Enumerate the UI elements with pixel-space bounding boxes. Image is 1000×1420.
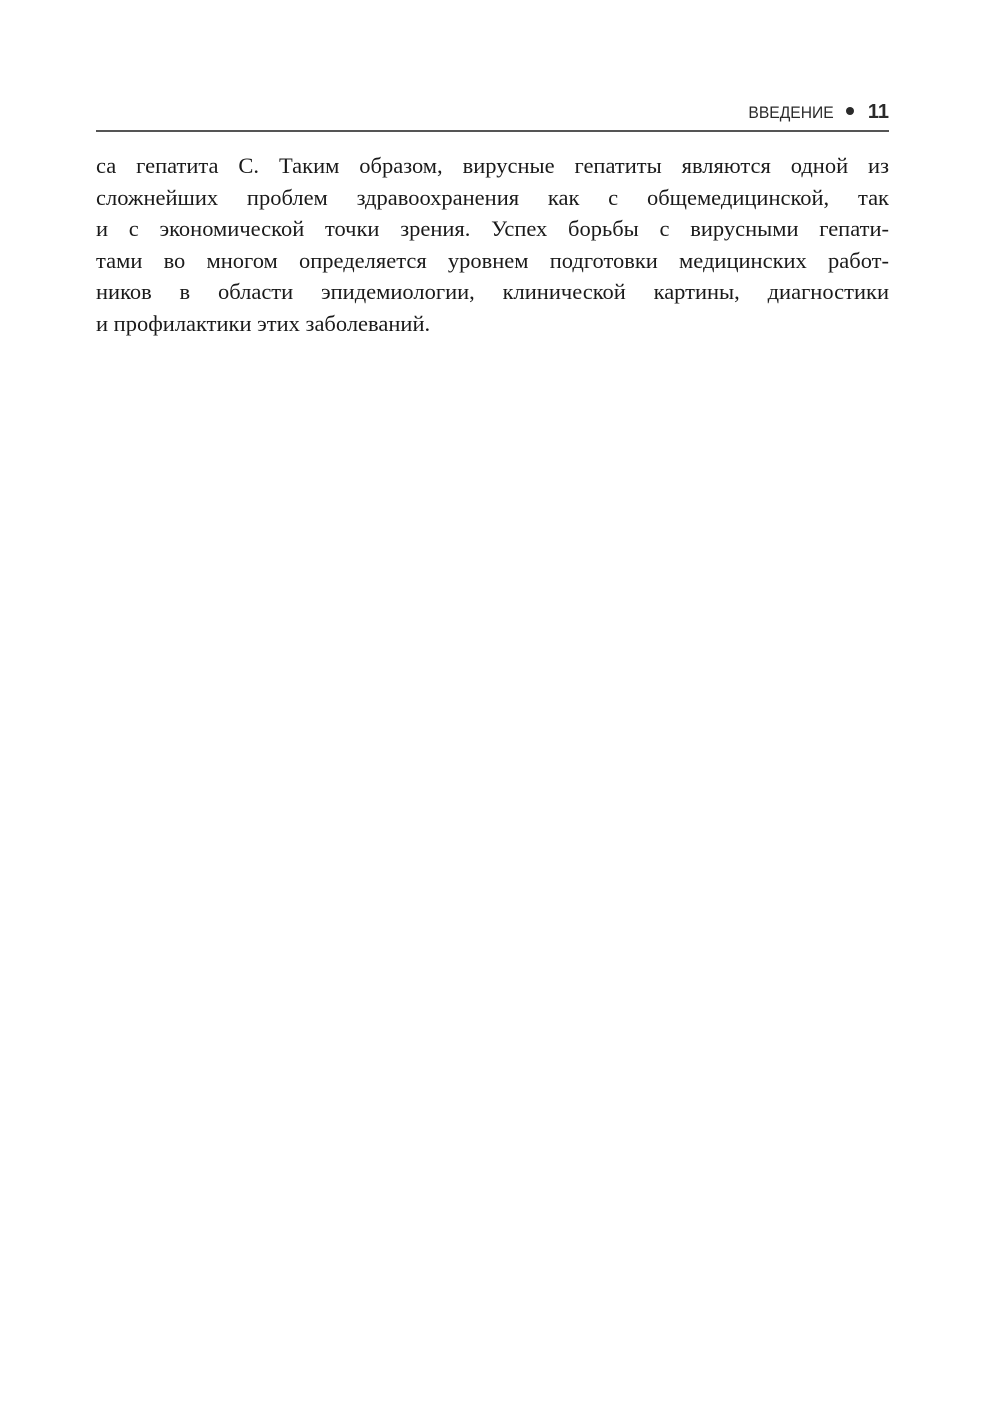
text-line: ников в области эпидемиологии, клинической картины, диагностики [96, 279, 889, 304]
page-number: 11 [867, 101, 889, 123]
text-line: и профилактики этих заболеваний. [96, 310, 431, 336]
bullet-separator-icon [846, 107, 854, 115]
text-line: сложнейших проблем здравоохранения как с общемедицинской, так [96, 184, 889, 210]
running-head-right [741, 101, 889, 124]
section-title: ВВЕДЕНИЕ [748, 103, 834, 122]
text-line: са гепатита С. Таким образом, вирусные гепатиты являются одной из [96, 153, 889, 178]
running-head [96, 100, 889, 132]
text-line: и с экономической точки зрения. Успех борьбы с вирусными гепати- [96, 216, 889, 241]
body-paragraph [96, 150, 889, 339]
text-line: тами во многом определяется уровнем подготовки медицинских работ- [96, 247, 889, 273]
